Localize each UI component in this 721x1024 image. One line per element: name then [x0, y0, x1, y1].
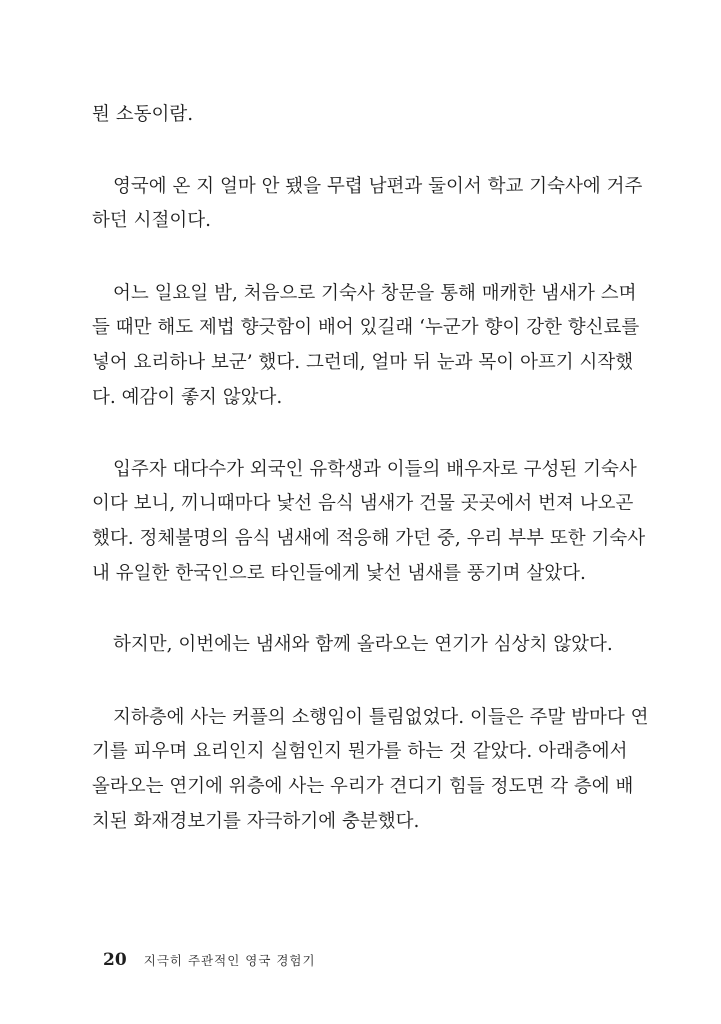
body-line: 들 때만 해도 제법 향긋함이 배어 있길래 ‘누군가 향이 강한 향신료를 [92, 317, 640, 338]
paragraph-first-line: 지하층에 사는 커플의 소행임이 틀림없었다. 이들은 주말 밤마다 연 [113, 707, 649, 728]
body-line: 기를 피우며 요리인지 실험인지 뭔가를 하는 것 같았다. 아래층에서 [92, 741, 628, 762]
body-line: 이다 보니, 끼니때마다 낯선 음식 냄새가 건물 곳곳에서 번져 나오곤 [92, 493, 634, 514]
body-line: 했다. 정체불명의 음식 냄새에 적응해 가던 중, 우리 부부 또한 기숙사 [92, 528, 646, 549]
body-line: 뭔 소동이람. [92, 104, 194, 125]
body-line: 올라오는 연기에 위층에 사는 우리가 견디기 힘들 정도면 각 층에 배 [92, 776, 634, 797]
running-title: 지극히 주관적인 영국 경험기 [143, 953, 316, 968]
paragraph-first-line: 영국에 온 지 얼마 안 됐을 무렵 남편과 둘이서 학교 기숙사에 거주 [113, 176, 643, 197]
body-line: 넣어 요리하나 보군’ 했다. 그런데, 얼마 뒤 눈과 목이 아프기 시작했 [92, 352, 634, 373]
paragraph-first-line: 하지만, 이번에는 냄새와 함께 올라오는 연기가 심상치 않았다. [113, 634, 613, 655]
paragraph-first-line: 입주자 대다수가 외국인 유학생과 이들의 배우자로 구성된 기숙사 [113, 459, 637, 480]
body-line: 치된 화재경보기를 자극하기에 충분했다. [92, 811, 420, 832]
paragraph-first-line: 어느 일요일 밤, 처음으로 기숙사 창문을 통해 매캐한 냄새가 스며 [113, 283, 637, 304]
page-footer [103, 950, 316, 970]
body-line: 다. 예감이 좋지 않았다. [92, 387, 283, 408]
body-line: 하던 시절이다. [92, 210, 211, 231]
body-line: 내 유일한 한국인으로 타인들에게 낯선 냄새를 풍기며 살았다. [92, 563, 586, 584]
page-number: 20 [103, 950, 127, 970]
